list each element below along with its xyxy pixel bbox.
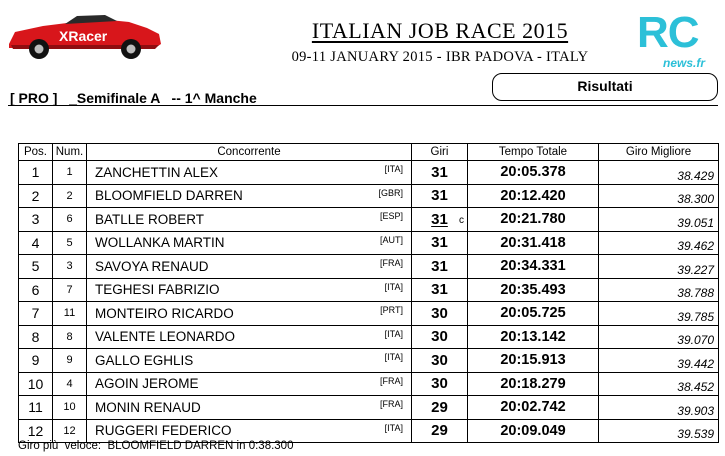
cell-num: 4 [53, 372, 87, 396]
cell-total-time: 20:15.913 [468, 349, 599, 373]
laps-value: 31 [431, 187, 448, 205]
cell-pos: 8 [19, 325, 53, 349]
cell-best-lap: 39.903 [599, 396, 719, 420]
driver-nation: [AUT] [379, 234, 403, 245]
cell-pos: 10 [19, 372, 53, 396]
driver-nation: [ITA] [384, 422, 403, 433]
cell-best-lap: 39.785 [599, 302, 719, 326]
laps-value: 31 [431, 257, 448, 275]
header-divider [8, 105, 718, 106]
driver-name: AGOIN JEROME [95, 376, 199, 392]
cell-pos: 7 [19, 302, 53, 326]
results-table [18, 143, 719, 443]
cell-total-time: 20:13.142 [468, 325, 599, 349]
cell-total-time: 20:05.725 [468, 302, 599, 326]
laps-value: 31 [431, 234, 448, 252]
driver-name: MONIN RENAUD [95, 399, 201, 415]
driver-nation: [FRA] [379, 258, 403, 268]
cell-best-lap: 38.788 [599, 278, 719, 302]
cell-best-lap: 39.442 [599, 349, 719, 373]
table-row [19, 349, 719, 373]
cell-driver [87, 349, 412, 373]
cell-driver [87, 396, 412, 420]
cell-laps [412, 349, 468, 373]
table-row [19, 255, 719, 279]
table-row [19, 161, 719, 185]
cell-pos: 1 [19, 161, 53, 185]
table-row [19, 302, 719, 326]
cell-total-time: 20:12.420 [468, 184, 599, 208]
cell-pos: 11 [19, 396, 53, 420]
driver-name: BLOOMFIELD DARREN [95, 188, 243, 204]
cell-driver [87, 184, 412, 208]
cell-driver [87, 302, 412, 326]
cell-laps [412, 396, 468, 420]
cell-num: 11 [53, 302, 87, 326]
table-row [19, 278, 719, 302]
col-header-num: Num. [53, 144, 87, 161]
cell-laps [412, 255, 468, 279]
driver-nation: [ITA] [384, 328, 403, 339]
cell-num: 3 [53, 255, 87, 279]
driver-nation: [FRA] [379, 375, 403, 386]
cell-laps [412, 372, 468, 396]
rcnews-logo [637, 8, 713, 70]
cell-num: 1 [53, 161, 87, 185]
cell-total-time: 20:09.049 [468, 419, 599, 443]
cell-num: 6 [53, 208, 87, 232]
driver-name: ZANCHETTIN ALEX [95, 164, 219, 180]
laps-value: 30 [431, 304, 448, 322]
cell-pos: 5 [19, 255, 53, 279]
driver-name: SAVOYA RENAUD [95, 258, 209, 274]
laps-value: 29 [431, 398, 448, 416]
table-row [19, 184, 719, 208]
driver-nation: [ITA] [384, 352, 403, 362]
event-subtitle: 09-11 JANUARY 2015 - IBR PADOVA - ITALY [291, 49, 589, 65]
cell-num: 9 [53, 349, 87, 373]
cell-num: 10 [53, 396, 87, 420]
driver-nation: [ITA] [384, 164, 403, 174]
cell-pos: 2 [19, 184, 53, 208]
cell-best-lap: 39.462 [599, 231, 719, 255]
cell-laps [412, 231, 468, 255]
cell-total-time: 20:02.742 [468, 396, 599, 420]
driver-name: WOLLANKA MARTIN [95, 235, 225, 251]
cell-best-lap: 38.429 [599, 161, 719, 185]
driver-nation: [PRT] [380, 305, 403, 315]
race-category: [ PRO ] _Semifinale A -- 1^ Manche [10, 90, 257, 106]
table-row [19, 372, 719, 396]
cell-best-lap: 39.539 [599, 419, 719, 443]
cell-total-time: 20:05.378 [468, 161, 599, 185]
fastest-lap-note: Giro più veloce: BLOOMFIELD DARREN in 0:38.300 [18, 440, 294, 452]
col-header-laps: Giri [412, 144, 468, 161]
xracer-logo-text: XRacer [59, 28, 108, 44]
cell-driver [87, 161, 412, 185]
cell-total-time: 20:21.780 [468, 208, 599, 232]
cell-pos: 3 [19, 208, 53, 232]
cell-pos: 9 [19, 349, 53, 373]
driver-name: MONTEIRO RICARDO [95, 305, 234, 321]
cell-driver [87, 231, 412, 255]
cell-laps [412, 278, 468, 302]
cell-pos: 12 [19, 419, 53, 443]
driver-nation: [GBR] [378, 187, 403, 198]
cell-total-time: 20:18.279 [468, 372, 599, 396]
race-car-icon [5, 12, 165, 60]
cell-best-lap: 39.051 [599, 208, 719, 232]
cell-driver [87, 325, 412, 349]
laps-value: 29 [431, 422, 448, 440]
driver-nation: [ITA] [384, 281, 403, 292]
cell-laps [412, 302, 468, 326]
laps-value: 31 [431, 210, 448, 228]
cell-laps [412, 184, 468, 208]
col-header-best-lap: Giro Migliore [599, 144, 719, 161]
driver-name: BATLLE ROBERT [95, 211, 205, 227]
cell-pos: 6 [19, 278, 53, 302]
laps-value: 31 [431, 281, 448, 299]
driver-name: VALENTE LEONARDO [95, 329, 236, 345]
cell-driver [87, 255, 412, 279]
cell-num: 2 [53, 184, 87, 208]
col-header-total-time: Tempo Totale [468, 144, 599, 161]
laps-value: 30 [431, 375, 448, 393]
results-header-box [492, 73, 718, 101]
col-header-pos: Pos. [19, 144, 53, 161]
driver-name: RUGGERI FEDERICO [95, 423, 232, 439]
cell-best-lap: 38.452 [599, 372, 719, 396]
results-label: Risultati [577, 78, 633, 94]
driver-name: TEGHESI FABRIZIO [95, 282, 220, 298]
table-row [19, 325, 719, 349]
table-row [19, 208, 719, 232]
cell-best-lap: 39.227 [599, 255, 719, 279]
cell-laps [412, 325, 468, 349]
cell-laps [412, 208, 468, 232]
driver-nation: [FRA] [379, 399, 403, 409]
cell-driver [87, 278, 412, 302]
table-header-row [19, 144, 719, 161]
cell-laps [412, 419, 468, 443]
xracer-car-logo [5, 12, 165, 60]
table-row [19, 419, 719, 443]
table-row [19, 396, 719, 420]
cell-driver [87, 372, 412, 396]
event-title: ITALIAN JOB RACE 2015 [311, 18, 569, 43]
laps-value: 30 [431, 351, 448, 369]
cell-best-lap: 39.070 [599, 325, 719, 349]
cell-best-lap: 38.300 [599, 184, 719, 208]
driver-name: GALLO EGHLIS [95, 352, 194, 368]
cell-pos: 4 [19, 231, 53, 255]
cell-laps [412, 161, 468, 185]
cell-num: 8 [53, 325, 87, 349]
cell-num: 12 [53, 419, 87, 443]
laps-value: 31 [431, 163, 448, 181]
driver-nation: [ESP] [379, 211, 403, 221]
cell-num: 7 [53, 278, 87, 302]
table-row [19, 231, 719, 255]
cell-driver [87, 208, 412, 232]
cell-driver [87, 419, 412, 443]
cell-total-time: 20:34.331 [468, 255, 599, 279]
laps-flag: c [459, 215, 464, 226]
rcnews-logo-small: news.fr [663, 56, 706, 70]
cell-total-time: 20:35.493 [468, 278, 599, 302]
laps-value: 30 [431, 328, 448, 346]
cell-num: 5 [53, 231, 87, 255]
col-header-driver: Concorrente [87, 144, 412, 161]
cell-total-time: 20:31.418 [468, 231, 599, 255]
rcnews-logo-big: RC [637, 8, 699, 57]
